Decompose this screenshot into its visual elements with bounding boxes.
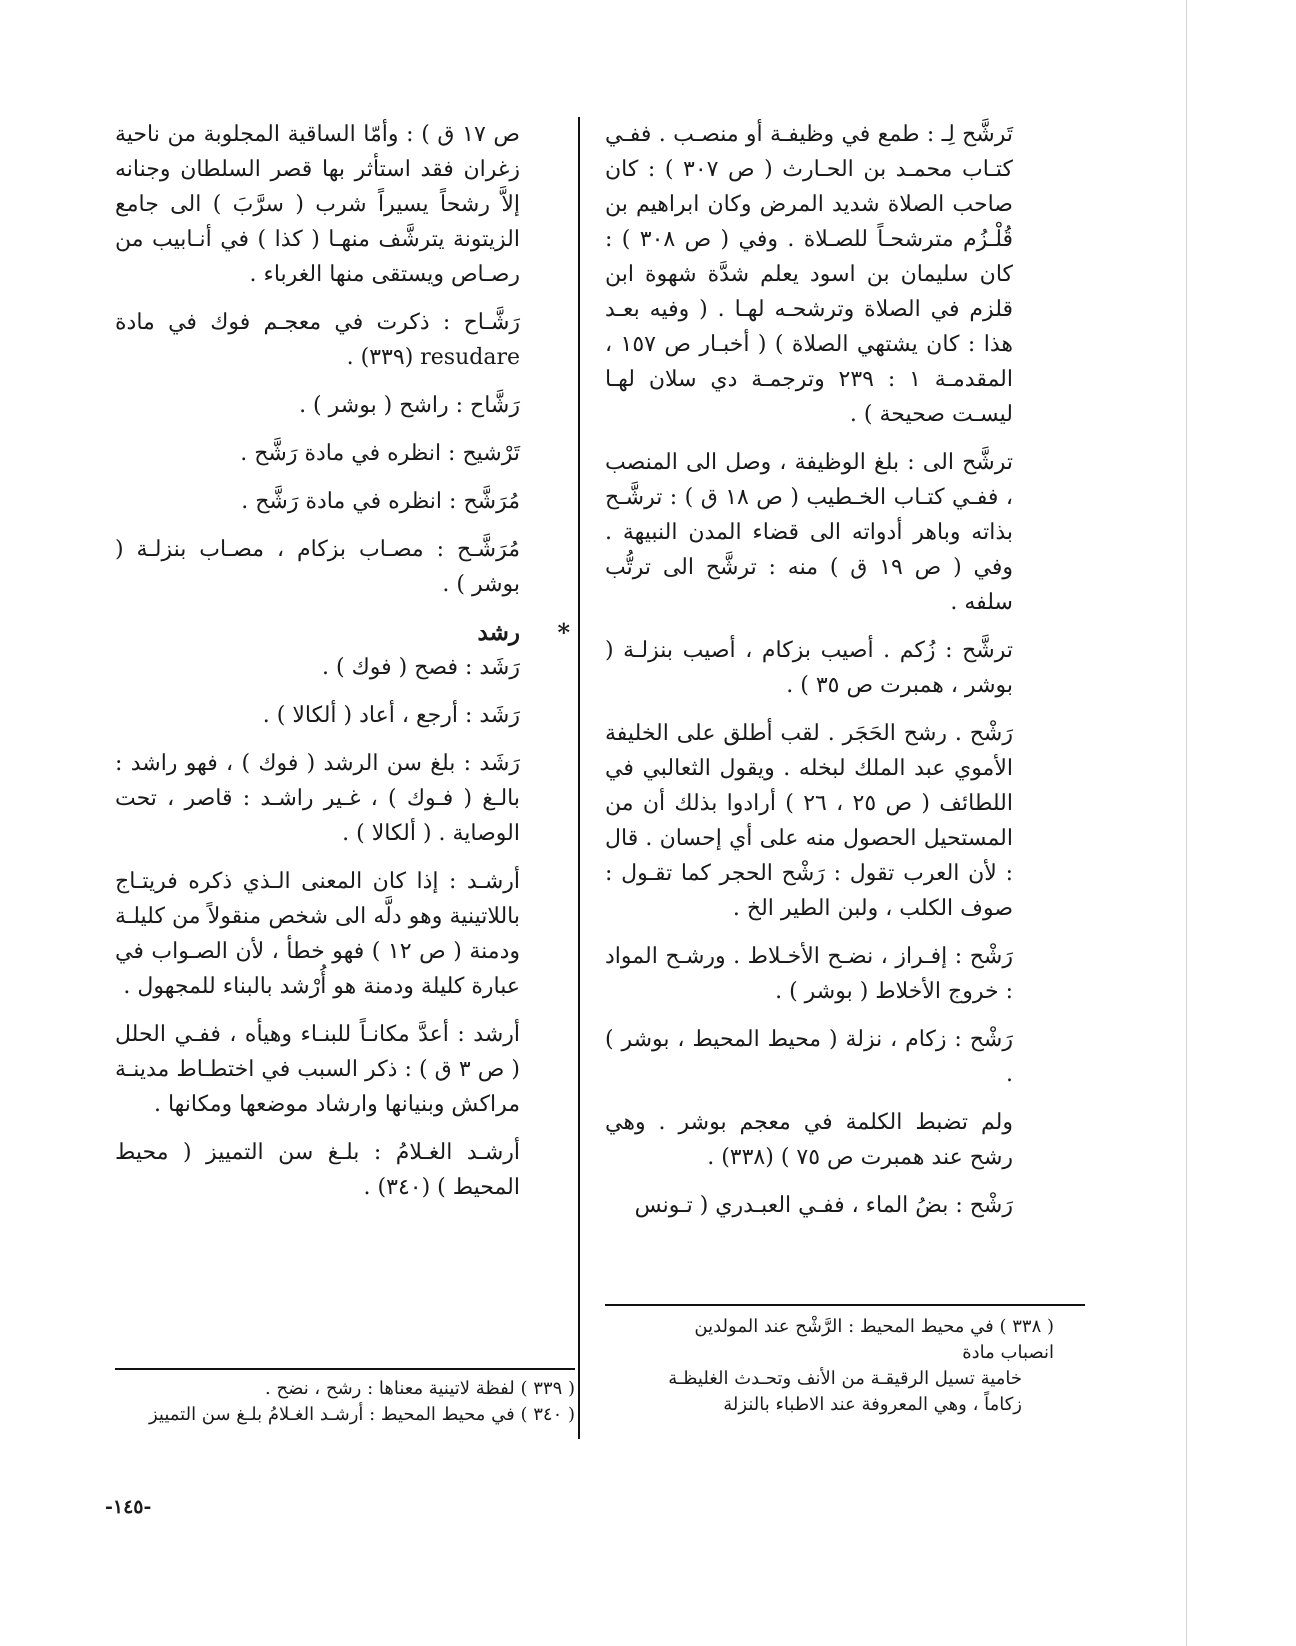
entry: رَشْح : بضُ الماء ، ففـي العبـدري ( تـونس [634, 1193, 1013, 1218]
entry: أرشـد : إذا كان المعنى الـذي ذكره فريتـاج باللاتينية وهو دلَّه الى شخص منقولاً من كليلـة ودمنة ( ص ١٢ ) فهو خطأ ، لأن الصـواب في عبارة كليلة ودمنة هو أُرْشد بالبناء للمجهول . [115, 869, 520, 999]
page-number: -١٤٥- [105, 1496, 152, 1518]
footnote-line: خامية تسيل الرقيقـة من الأنف وتحـدث الغليظـة [668, 1368, 1022, 1389]
entry: رَشْح : إفـراز ، نضـح الأخـلاط . ورشـح المواد : خروج الأخلاط ( بوشر ) . [605, 944, 1013, 1004]
entry: ترشَّح الى : بلغ الوظيفة ، وصل الى المنصب ، ففـي كتـاب الخـطيب ( ص ١٨ ق ) : ترشَّـح بذاته وباهر أدواته الى قضاء المدن النبيهة . وفي ( ص ١٩ ق ) منه : ترشَّح الى ترتُّب سلفه . [605, 450, 1013, 615]
footnotes-left [115, 1376, 575, 1428]
section-star-marker: * [557, 618, 570, 647]
entry: رَشَّاح : راشح ( بوشر ) . [299, 393, 520, 418]
section-heading-text: رشد [477, 619, 520, 646]
column-divider [578, 117, 580, 1439]
entry: مُرَشَّح : انظره في مادة رَشَّح . [241, 489, 520, 514]
entry: أرشد : أعدَّ مكانـاً للبنـاء وهيأه ، ففـي الحلل ( ص ٣ ق ) : ذكر السبب في اختطـاط مدينـة مراكش وبنيانها وارشاد موضعها ومكانها . [115, 1022, 521, 1117]
footnotes-right [650, 1314, 1054, 1418]
entry: أرشـد الغـلامُ : بلـغ سن التمييز ( محيط المحيط ) (٣٤٠) . [115, 1140, 520, 1200]
entry: رَشْح . رشح الحَجَر . لقب أطلق على الخليفة الأموي عبد الملك لبخله . ويقول الثعالبي في اللطائف ( ص ٢٥ ، ٢٦ ) أرادوا بذلك أن من المستحيل الحصول منه على أي إحسان . قال : لأن العرب تقول : رَشْح الحجر كما تقـول : صوف الكلب ، ولبن الطير الخ . [605, 721, 1013, 921]
footnote-line: ( ٣٣٨ ) في محيط المحيط : الرَّشْح عند المولدين انصباب مادة [694, 1316, 1054, 1363]
entry: رَشْح : زكام ، نزلة ( محيط المحيط ، بوشر ) . [605, 1027, 1013, 1087]
footnote-line: زكاماً ، وهي المعروفة عند الاطباء بالنزلة [723, 1394, 1022, 1415]
left-column [115, 117, 570, 1218]
footnote-line: ( ٣٣٩ ) لفظة لاتينية معناها : رشح ، نضح . [265, 1378, 575, 1399]
entry: رَشَد : أرجع ، أعاد ( ألكالا ) . [262, 703, 520, 728]
entry: رَشَد : بلغ سن الرشد ( فوك ) ، فهو راشد : بالـغ ( فـوك ) ، غـير راشـد : قاصر ، تحت الوصاية . ( ألكالا ) . [115, 751, 520, 846]
entry: ص ١٧ ق ) : وأمّا الساقية المجلوبة من ناحية زغران فقد استأثر بها قصر السلطان وجنانه إلاَّ رشحاً يسيراً شرب ( سرَّبَ ) الى جامع الزيتونة يترشَّف منهـا ( كذا ) في أنـابيب من رصـاص ويستقى منها الغرباء . [115, 122, 520, 287]
entry: ترشَّح : زُكم . أصيب بزكام ، أصيب بنزلـة ( بوشر ، همبرت ص ٣٥ ) . [605, 638, 1013, 698]
right-column [605, 117, 1013, 1236]
footnote-rule [115, 1368, 575, 1370]
footnote-rule [605, 1304, 1085, 1306]
footnote-line: ( ٣٤٠ ) في محيط المحيط : أرشـد الغـلامُ بلـغ سن التمييز [148, 1404, 575, 1425]
scan-edge-line [1186, 0, 1187, 1646]
entry: تَرْشيح : انظره في مادة رَشَّح . [240, 441, 520, 466]
section-heading [115, 615, 570, 650]
entry: تَرشَّح لِـ : طمع في وظيفـة أو منصـب . ففـي كتـاب محمـد بن الحـارث ( ص ٣٠٧ ) : كان صاحب الصلاة شديد المرض وكان ابراهيم بن قُلْـزُم مترشحـاً للصـلاة . وفي ( ص ٣٠٨ ) : كان سليمان بن اسود يعلم شدَّة شهوة ابن قلزم في الصلاة وترشحـه لهـا . ( وفيه بعـد هذا : كان يشتهي الصلاة ) ( أخبـار ص ١٥٧ ، المقدمـة ١ : ٢٣٩ وترجمـة دي سلان لهـا ليسـت صحيحة ) . [605, 122, 1013, 427]
entry: مُرَشَّـح : مصـاب بزكام ، مصـاب بنزلـة ( بوشر ) . [115, 537, 520, 597]
entry: رَشَد : فصح ( فوك ) . [322, 655, 520, 680]
entry: ولم تضبط الكلمة في معجم بوشر . وهي رشح عند همبرت ص ٧٥ ) (٣٣٨) . [605, 1110, 1013, 1170]
entry: رَشَّـاح : ذكرت في معجـم فوك في مادة resudare (٣٣٩) . [115, 310, 520, 370]
